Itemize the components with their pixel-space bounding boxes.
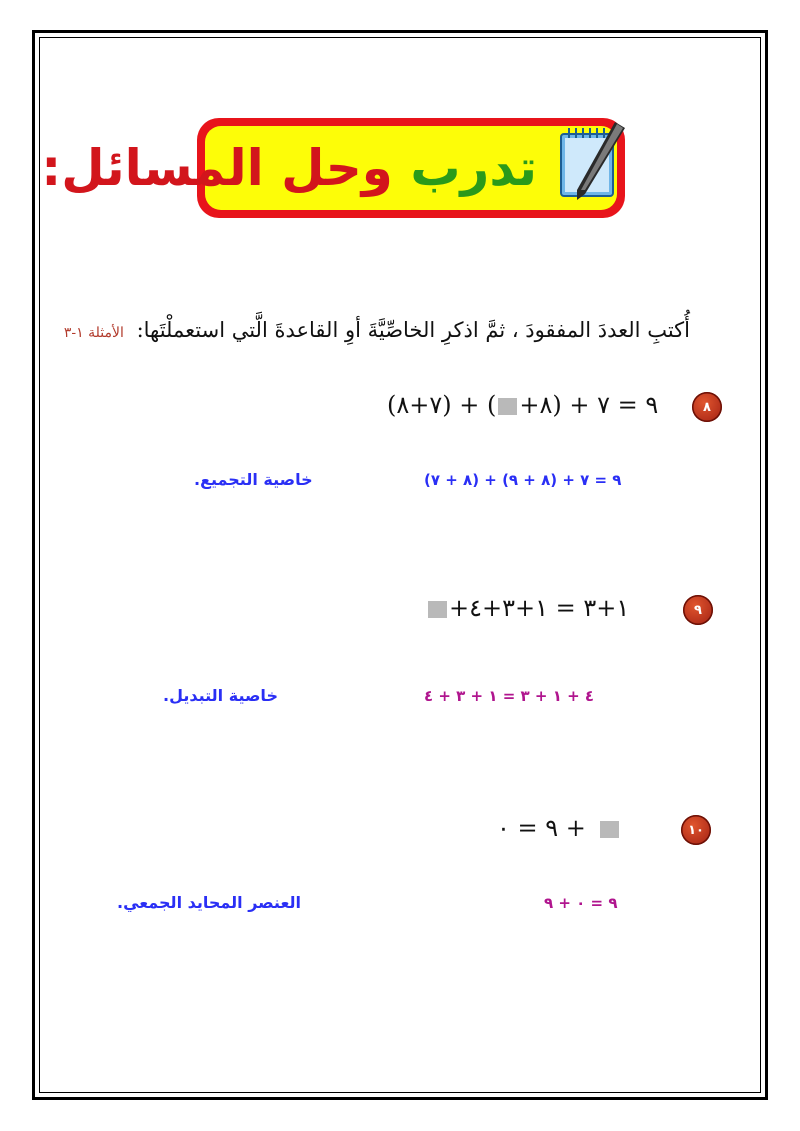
instruction-line (50, 318, 690, 342)
problem-property: العنصر المحايد الجمعي. (117, 893, 301, 912)
missing-number-box (428, 601, 447, 618)
problem-property: خاصية التجميع. (194, 470, 313, 489)
title-part-practice: تدرب (410, 139, 537, 197)
title-part-solve: وحل المسائل: (41, 139, 393, 197)
equation-right: ) (487, 391, 497, 419)
problem-answer: ٩ = ٠ + ٩ (544, 894, 618, 912)
problem-equation (426, 594, 629, 622)
problem-answer: ٤ + ١ + ٣ = ١ + ٣ + ٤ (424, 687, 595, 705)
examples-reference: الأمثلة ١-٣ (63, 325, 124, 341)
problem-answer: (٨ + ٧) + ٩ = ٧ + (٨ + ٩) (424, 471, 622, 489)
equation-left: (٧+٨) + ٩ = ٧ + (٨+ (387, 391, 659, 419)
missing-number-box (498, 398, 517, 415)
problem-number-badge: ١٠ (681, 815, 711, 845)
problem-equation (387, 391, 658, 419)
instruction-text: أُكتبِ العددَ المفقودَ ، ثمَّ اذكرِ الخاصِّيَّةَ أوِ القاعدةَ الَّتي استعملْتَها: (136, 318, 690, 342)
equation-right: +١+٣ = ١+٣+٤ (449, 594, 630, 622)
problem-number-badge: ٩ (683, 595, 713, 625)
title-banner (41, 118, 625, 218)
missing-number-box (600, 821, 619, 838)
problem-equation (497, 814, 621, 842)
problem-property: خاصية التبديل. (163, 686, 278, 705)
notepad-pencil-icon (555, 120, 629, 202)
problem-number-badge: ٨ (692, 392, 722, 422)
page-title (41, 139, 537, 197)
equation-left: ٩ = ٠ + (497, 814, 586, 842)
